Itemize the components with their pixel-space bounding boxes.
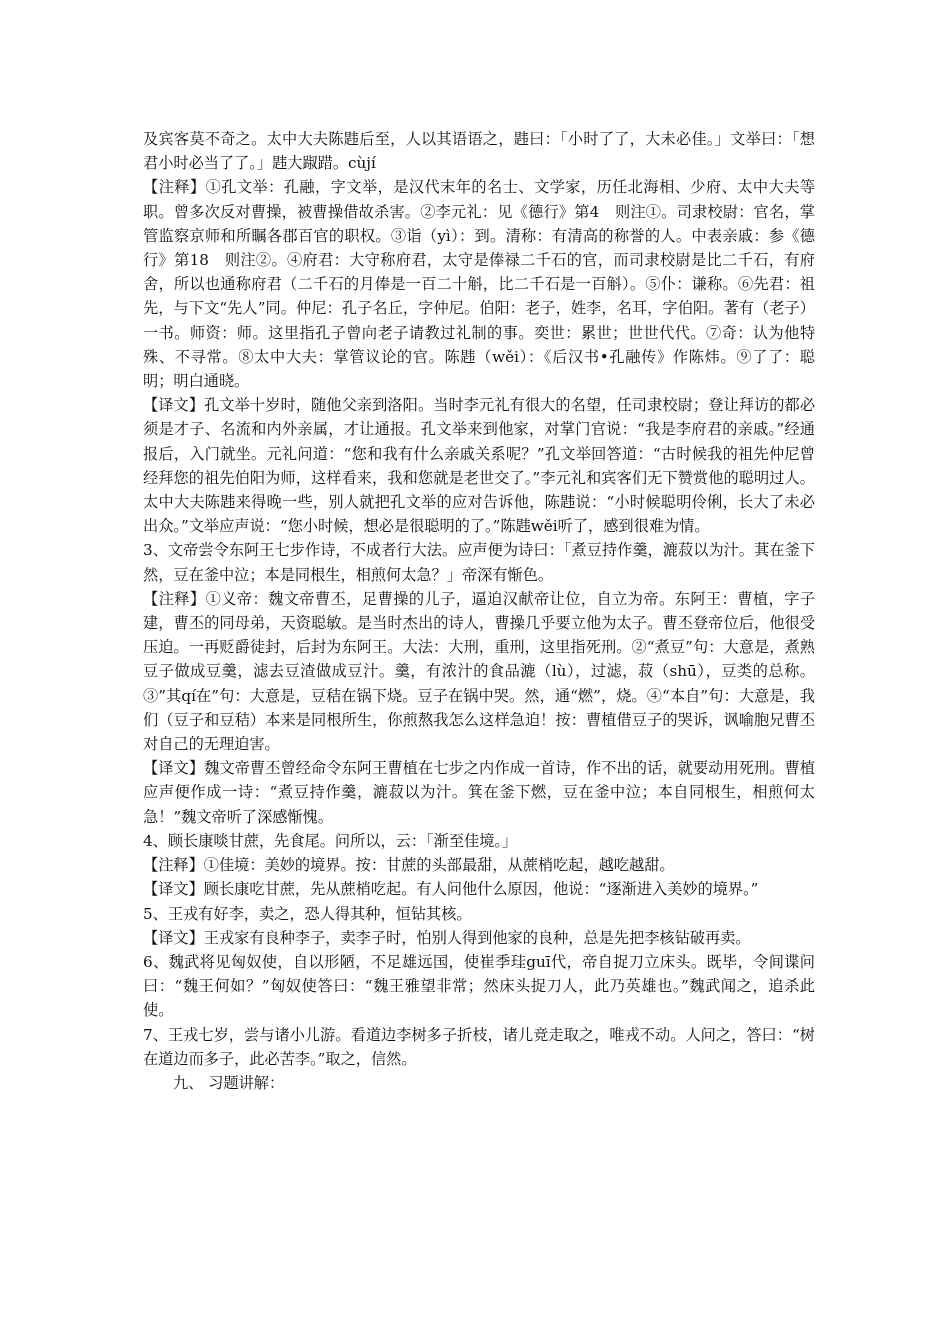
document-body [143, 127, 815, 1095]
annotation-tag: 【注释】 [143, 589, 206, 608]
paragraph-story-3: 3、文帝尝令东阿王七步作诗，不成者行大法。应声便为诗曰：「煮豆持作羹，漉菽以为汁。萁在釜下然，豆在釜中泣；本是同根生，相煎何太急？」帝深有惭色。 [143, 541, 815, 584]
annotation-tag: 【注释】 [143, 178, 206, 197]
paragraph-translation-3: 【译文】魏文帝曹丕曾经命令东阿王曹植在七步之内作成一首诗，作不出的话，就要动用死刑。曹植应声便作成一诗：“煮豆持作羹，漉菽以为汁。箕在釜下燃，豆在釜中泣；本自同根生，相煎何太急！”魏文帝听了深感惭愧。 [143, 759, 816, 826]
paragraph-story-7: 7、王戎七岁，尝与诸小儿游。看道边李树多子折枝，诸儿竞走取之，唯戎不动。人问之，答曰：“树在道边而多子，此必苦李。”取之，信然。 [143, 1025, 815, 1068]
translation-tag: 【译文】 [143, 396, 205, 415]
paragraph-annotation-3: 【注释】①义帝：魏文帝曹丕，足曹操的儿子，逼迫汉献帝让位，自立为帝。东阿王：曹植，字子建，曹丕的同母弟，天资聪敏。是当时杰出的诗人，曹操几乎要立他为太子。曹丕登帝位后，他很受压迫。一再贬爵徒封，后封为东阿王。大法：大刑，重刑，这里指死刑。②“煮豆”句：大意是，煮熟豆子做成豆羹，滤去豆渣做成豆汁。羹，有浓汁的食品漉（lù），过滤，菽（shū），豆类的总称。③”其qí在”句：大意是，豆秸在锅下烧。豆子在锅中哭。然，通“燃”，烧。④“本自”句：大意是，我们（豆子和豆秸）本来是同根所生，你煎熬我怎么这样急迫！按：曹植借豆子的哭诉，讽喻胞兄曹丕对自己的无理迫害。 [143, 589, 816, 754]
paragraph-annotation-4: 【注释】①佳境：美妙的境界。按：甘蔗的头部最甜，从蔗梢吃起，越吃越甜。 [143, 856, 675, 875]
paragraph-translation-2: 【译文】孔文举十岁时，随他父亲到洛阳。当时李元礼有很大的名望，任司隶校尉；登让拜访的都必须是才子、名流和内外亲属，才让通报。孔文举来到他家，对掌门官说：“我是李府君的亲戚。”经通报后，入门就坐。元礼问道：“您和我有什么亲戚关系呢？”孔文举回答道：“古时候我的祖先仲尼曾经拜您的祖先伯阳为师，这样看来，我和您就是老世交了。”李元礼和宾客们无下赞赏他的聪明过人。太中大夫陈韪来得晚一些，别人就把孔文举的应对告诉他，陈韪说：“小时候聪明伶俐，长大了未必出众。”文举应声说：“您小时候，想必是很聪明的了。”陈韪wěi听了，感到很难为情。 [143, 396, 816, 536]
paragraph-story-6: 6、魏武将见匈奴使，自以形陋，不足雄远国，使崔季珪guī代，帝自捉刀立床头。既毕，令间谍问曰：“魏王何如？”匈奴使答曰：“魏王雅望非常；然床头捉刀人，此乃英雄也。”魏武闻之，追杀此使。 [143, 952, 815, 1020]
paragraph-story-2-end: 及宾客莫不奇之。太中大夫陈韪后至，人以其语语之，韪曰：「小时了了，大未必佳。」文举曰：「想君小时必当了了。」韪大踧踖。cùjí [143, 130, 815, 173]
paragraph-translation-4: 【译文】顾长康吃甘蔗，先从蔗梢吃起。有人问他什么原因，他说：“逐渐进入美妙的境界。” [143, 880, 759, 899]
translation-tag: 【译文】 [143, 880, 204, 899]
section-heading-exercises: 九、 习题讲解： [173, 1073, 285, 1092]
annotation-tag: 【注释】 [143, 856, 204, 875]
translation-tag: 【译文】 [143, 759, 205, 778]
paragraph-story-5: 5、王戎有好李，卖之，恐人得其种，恒钻其核。 [143, 904, 472, 923]
paragraph-translation-5: 【译文】王戎家有良种李子，卖李子时，怕别人得到他家的良种，总是先把李核钻破再卖。 [143, 928, 751, 947]
translation-tag: 【译文】 [143, 928, 204, 947]
paragraph-annotation-2: 【注释】①孔文举：孔融，字文举，是汉代末年的名士、文学家，历任北海相、少府、太中大夫等职。曾多次反对曹操，被曹操借故杀害。②李元礼：见《德行》第4 则注①。司隶校尉：官名，掌管监察京师和所瞩各郡百官的职权。③诣（yì）：到。清称：有清高的称誉的人。中表亲戚：参《德行》第18 则注②。④府君：大守称府君，太守是俸禄二千石的官，而司隶校尉是比二千石，有府舍，所以也通称府君（二千石的月俸是一百二十斛，比二千石是一百斛）。⑤仆：谦称。⑥先君：祖先，与下文“先人”同。仲尼：孔子名丘，字仲尼。伯阳：老子，姓李，名耳，字伯阳。著有（老子）一书。师资：师。这里指孔子曾向老子请教过礼制的事。奕世：累世；世世代代。⑦奇：认为他特殊、不寻常。⑧太中大夫：掌管议论的官。陈韪（wěi）：《后汉书•孔融传》作陈炜。⑨了了：聪明；明白通晓。 [143, 178, 816, 391]
paragraph-story-4: 4、顾长康啖甘蔗，先食尾。问所以，云：「渐至佳境。」 [143, 831, 518, 850]
